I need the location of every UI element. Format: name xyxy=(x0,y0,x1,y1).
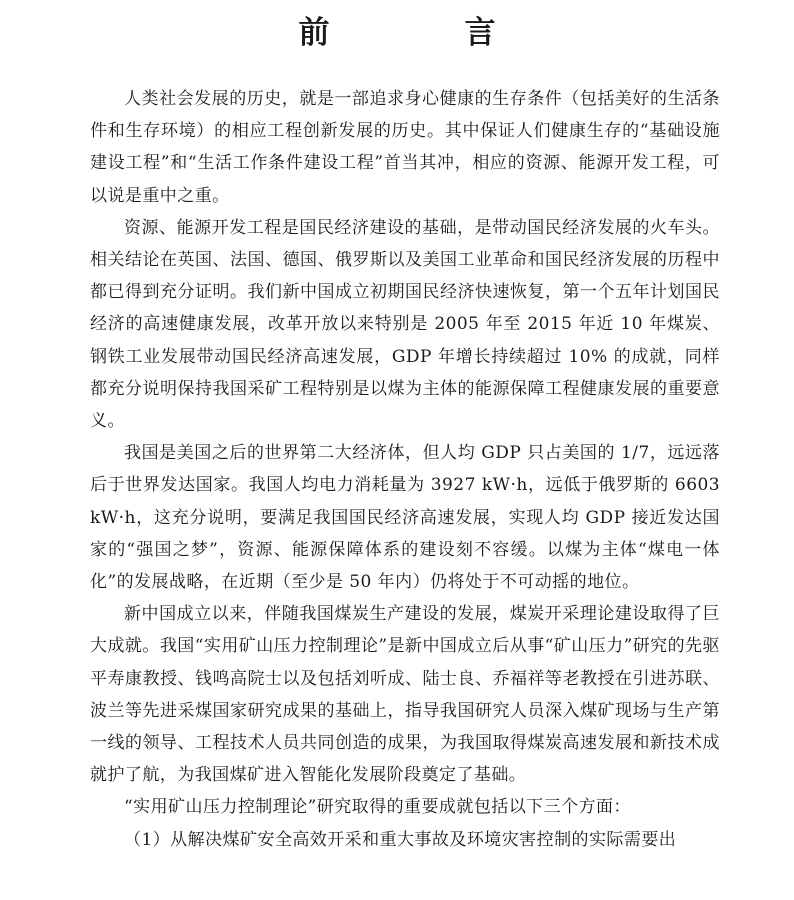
paragraph-5: “实用矿山压力控制理论”研究取得的重要成就包括以下三个方面： xyxy=(124,797,631,818)
paragraph-6: （1）从解决煤矿安全高效开采和重大事故及环境灾害控制的实际需要出 xyxy=(124,829,677,850)
paragraph-1: 人类社会发展的历史，就是一部追求身心健康的生存条件（包括美好的生活条件和生存环境）的相应工程创新发展的历史。其中保证人们健康生存的“基础设施建设工程”和“生活工作条件建设工程”首当其冲，相应的资源、能源开发工程，可以说是重中之重。 xyxy=(90,89,720,206)
body-text xyxy=(90,83,720,856)
paragraph-2: 资源、能源开发工程是国民经济建设的基础，是带动国民经济发展的火车头。相关结论在英国、法国、德国、俄罗斯以及美国工业革命和国民经济发展的历程中都已得到充分证明。我们新中国成立初期国民经济快速恢复，第一个五年计划国民经济的高速健康发展，改革开放以来特别是 2005 年至 2015 年近 10 年煤炭、钢铁工业发展带动国民经济高速发展，GDP 年增长持续超过 10% 的成就，同样都充分说明保持我国采矿工程特别是以煤为主体的能源保障工程健康发展的重要意义。 xyxy=(90,217,720,432)
page-title: 前 言 xyxy=(298,15,548,51)
paragraph-4: 新中国成立以来，伴随我国煤炭生产建设的发展，煤炭开采理论建设取得了巨大成就。我国“实用矿山压力控制理论”是新中国成立后从事“矿山压力”研究的先驱平寿康教授、钱鸣高院士以及包括刘听成、陆士良、乔福祥等老教授在引进苏联、波兰等先进采煤国家研究成果的基础上，指导我国研究人员深入煤矿现场与生产第一线的领导、工程技术人员共同创造的成果，为我国取得煤炭高速发展和新技术成就护了航，为我国煤矿进入智能化发展阶段奠定了基础。 xyxy=(90,604,720,786)
paragraph-3: 我国是美国之后的世界第二大经济体，但人均 GDP 只占美国的 1/7，远远落后于世界发达国家。我国人均电力消耗量为 3927 kW·h，远低于俄罗斯的 6603 kW·h，这充分说明，要满足我国国民经济高速发展，实现人均 GDP 接近发达国家的“强国之梦”，资源、能源保障体系的建设刻不容缓。以煤为主体“煤电一体化”的发展战略，在近期（至少是 50 年内）仍将处于不可动摇的地位。 xyxy=(90,443,720,593)
